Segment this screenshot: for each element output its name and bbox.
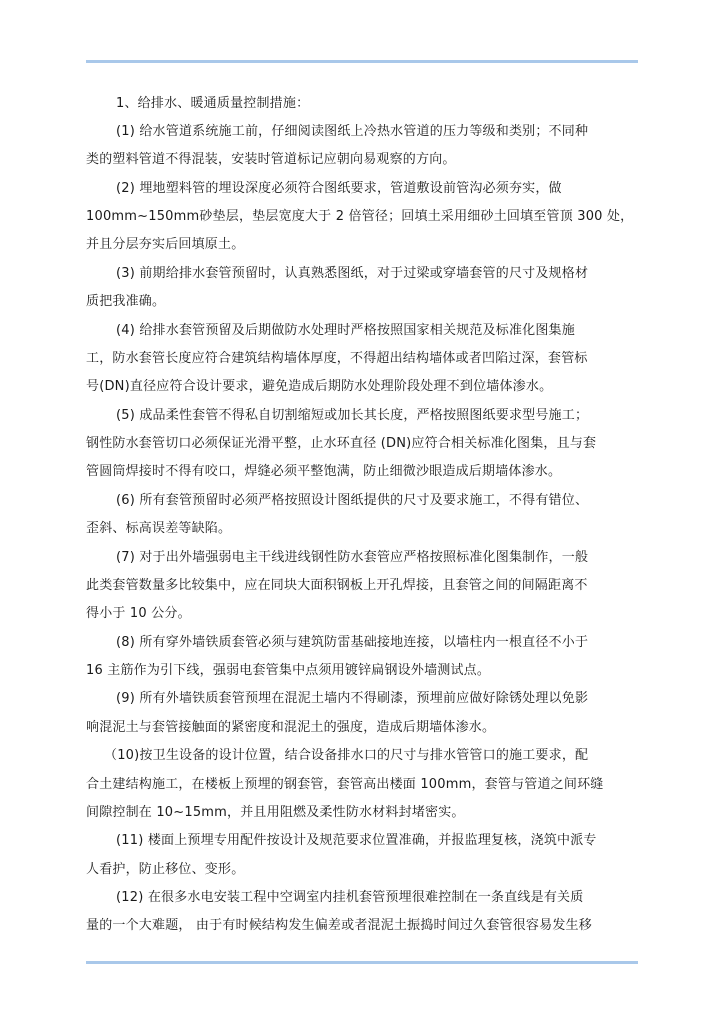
text-line: 类的塑料管道不得混装，安装时管道标记应朝向易观察的方向。 (86, 152, 456, 167)
text-line: (9) 所有外墙铁质套管预埋在混泥土墙内不得刷漆，预埋前应做好除锈处理以免影 (116, 691, 589, 706)
text-line: 合土建结构施工，在楼板上预埋的钢套管，套管高出楼面 100mm，套管与管道之间环缝 (86, 777, 604, 792)
text-line: (11) 楼面上预埋专用配件按设计及规范要求位置准确，并报监理复核，浇筑中派专 (116, 833, 597, 848)
text-line: 钢性防水套管切口必须保证光滑平整，止水环直径 (DN)应符合相关标准化图集，且与套 (86, 436, 597, 451)
text-line: 质把我准确。 (86, 294, 166, 309)
text-line: 号(DN)直径应符合设计要求，避免造成后期防水处理阶段处理不到位墙体渗水。 (86, 379, 553, 394)
text-line: (7) 对于出外墙强弱电主干线进线钢性防水套管应严格按照标准化图集制作，一般 (116, 550, 589, 565)
text-line: 工，防水套管长度应符合建筑结构墙体厚度，不得超出结构墙体或者凹陷过深，套管标 (86, 351, 588, 366)
text-line: (12) 在很多水电安装工程中空调室内挂机套管预埋很难控制在一条直线是有关质 (116, 890, 584, 905)
text-line: 间隙控制在 10~15mm，并且用阻燃及柔性防水材料封堵密实。 (86, 805, 465, 820)
text-line: (4) 给排水套管预留及后期做防水处理时严格按照国家相关规范及标准化图集施 (116, 323, 575, 338)
text-line: 量的一个大难题， 由于有时候结构发生偏差或者混泥土振捣时间过久套管很容易发生移 (86, 918, 592, 933)
text-line: 100mm~150mm砂垫层，垫层宽度大于 2 倍管径；回填土采用细砂土回填至管顶 300 处， (86, 209, 634, 224)
text-line: (6) 所有套管预留时必须严格按照设计图纸提供的尺寸及要求施工，不得有错位、 (116, 493, 589, 508)
text-line: 得小于 10 公分。 (86, 606, 191, 621)
footer-rule (86, 961, 638, 964)
text-line: (3) 前期给排水套管预留时，认真熟悉图纸，对于过梁或穿墙套管的尺寸及规格材 (116, 266, 589, 281)
text-line: (1) 给水管道系统施工前，仔细阅读图纸上冷热水管道的压力等级和类别；不同种 (116, 124, 589, 139)
header-rule (86, 60, 638, 63)
text-line: (5) 成品柔性套管不得私自切割缩短或加长其长度，严格按照图纸要求型号施工； (116, 408, 589, 423)
text-line: （10)按卫生设备的设计位置，结合设备排水口的尺寸与排水管管口的施工要求，配 (104, 748, 589, 763)
text-line: (8) 所有穿外墙铁质套管必须与建筑防雷基础接地连接，以墙柱内一根直径不小于 (116, 635, 589, 650)
text-line: (2) 埋地塑料管的埋设深度必须符合图纸要求，管道敷设前管沟必须夯实，做 (116, 181, 562, 196)
text-line: 歪斜、标高误差等缺陷。 (86, 521, 232, 536)
text-line: 此类套管数量多比较集中，应在同块大面积钢板上开孔焊接，且套管之间的间隔距离不 (86, 578, 588, 593)
text-line: 并且分层夯实后回填原土。 (86, 237, 245, 252)
text-line: 1、给排水、暖通质量控制措施： (116, 96, 310, 111)
text-line: 人看护，防止移位、变形。 (86, 862, 245, 877)
text-line: 响混泥土与套管接触面的紧密度和混泥土的强度，造成后期墙体渗水。 (86, 720, 496, 735)
text-line: 管圆筒焊接时不得有咬口，焊缝必须平整饱满，防止细微沙眼造成后期墙体渗水。 (86, 464, 562, 479)
text-line: 16 主筋作为引下线，强弱电套管集中点须用镀锌扁钢设外墙测试点。 (86, 663, 491, 678)
